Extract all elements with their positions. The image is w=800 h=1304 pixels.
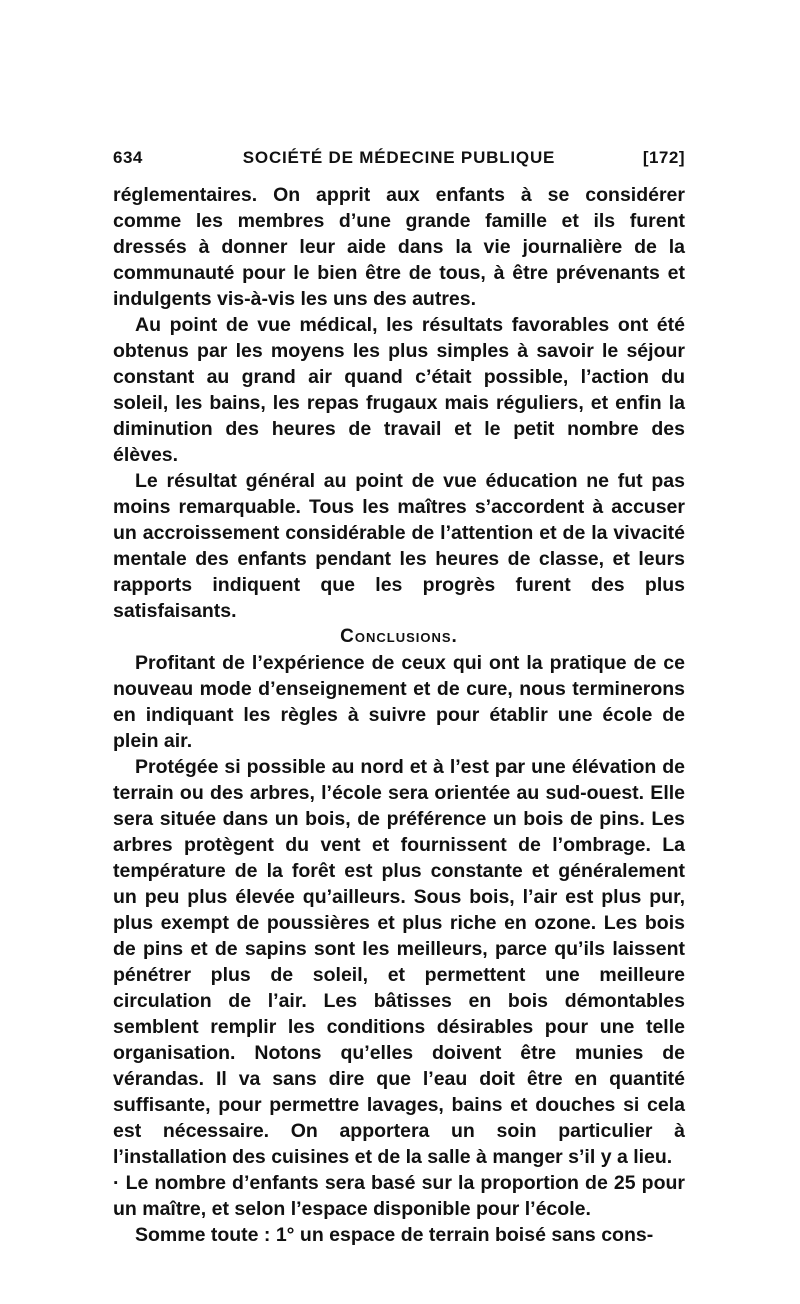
page-number: 634 xyxy=(113,148,143,167)
paragraph-pupil-ratio: · Le nombre d’enfants sera basé sur la proportion de 25 pour un maître, et selon l’espace disponible pour l’école. xyxy=(113,1172,685,1220)
paragraph-continued: réglementaires. On apprit aux enfants à se considérer comme les membres d’une grande famille et ils furent dressés à donner leur aide dans la vie journalière de la communauté pour le bien être de tous, à être prévenants et indulgents vis-à-vis les uns des autres. xyxy=(113,184,685,310)
paragraph-medical-results: Au point de vue médical, les résultats favorables ont été obtenus par les moyens les plus simples à savoir le séjour constant au grand air quand c’était possible, l’action du soleil, les bains, les repas frugaux mais réguliers, et enfin la diminution des heures de travail et le petit nombre des élèves. xyxy=(113,314,685,466)
running-title: SOCIÉTÉ DE MÉDECINE PUBLIQUE xyxy=(242,148,556,167)
page-reference: [172] xyxy=(642,148,685,167)
paragraph-summary: Somme toute : 1° un espace de terrain boisé sans cons- xyxy=(135,1224,654,1246)
paragraph-education-results: Le résultat général au point de vue éducation ne fut pas moins remarquable. Tous les maîtres s’accordent à accuser un accroissement considérable de l’attention et de la vivacité mentale des enfants pendant les heures de classe, et leurs rapports indiquent que les progrès furent des plus satisfaisants. xyxy=(113,470,685,622)
page-body xyxy=(113,182,685,1248)
paragraph-intro: Profitant de l’expérience de ceux qui ont la pratique de ce nouveau mode d’enseignement et de cure, nous terminerons en indiquant les règles à suivre pour établir une école de plein air. xyxy=(113,652,685,752)
paragraph-location: Protégée si possible au nord et à l’est par une élévation de terrain ou des arbres, l’école sera orientée au sud-ouest. Elle sera située dans un bois, de préférence un bois de pins. Les arbres protègent du vent et fournissent de l’ombrage. La température de la forêt est plus constante et généralement un peu plus élevée qu’ailleurs. Sous bois, l’air est plus pur, plus exempt de poussières et plus riche en ozone. Les bois de pins et de sapins sont les meilleurs, parce qu’ils laissent pénétrer plus de soleil, et permettent une meilleure circulation de l’air. Les bâtisses en bois démontables semblent remplir les conditions désirables pour une telle organisation. Notons qu’elles doivent être munies de vérandas. Il va sans dire que l’eau doit être en quantité suffisante, pour permettre lavages, bains et douches si cela est nécessaire. On apportera un soin particulier à l’installation des cuisines et de la salle à manger s’il y a lieu. xyxy=(113,756,685,1168)
running-header xyxy=(113,148,685,170)
section-heading: Conclusions. xyxy=(340,626,458,647)
